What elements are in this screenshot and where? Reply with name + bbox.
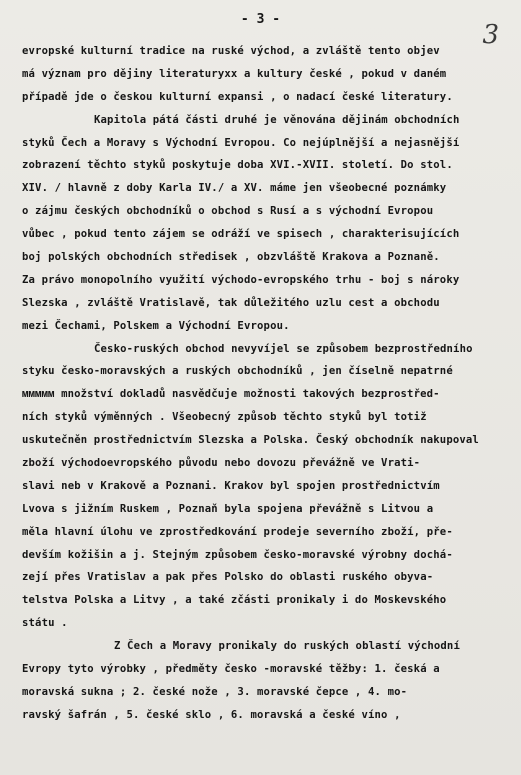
text-line: případě jde o českou kulturní expansi , o nadací české literatury. [22, 90, 453, 103]
text-line: telstva Polska a Litvy , a také zčásti pronikaly i do Moskevského [22, 594, 447, 607]
text-line: měla hlavní úlohu ve zprostředkování prodeje severního zboží, pře- [22, 525, 453, 538]
page-number: - 3 - [240, 12, 281, 27]
text-line: zejí přes Vratislav a pak přes Polsko do oblasti ruského obyva- [22, 571, 434, 584]
text-line: Kapitola pátá části druhé je věnována dějinám obchodních [94, 113, 460, 126]
text-line: o zájmu českých obchodníků o obchod s Rusí a s východní Evropou [22, 205, 434, 218]
text-line: styku česko-moravských a ruských obchodníků , jen číselně nepatrné [22, 365, 453, 378]
text-line: Z Čech a Moravy pronikaly do ruských oblastí východní [114, 640, 460, 653]
handwritten-page-number: 3 [482, 20, 499, 50]
text-line: XIV. / hlavně z doby Karla IV./ a XV. máme jen všeobecné poznámky [22, 182, 447, 195]
text-line: ᴍᴍᴍᴍᴍ množství dokladů nasvědčuje možnosti takových bezprostřed- [22, 388, 440, 401]
text-line: má význam pro dějiny literaturyxx a kultury české , pokud v daném [22, 67, 447, 80]
text-line: evropské kulturní tradice na ruské východ, a zvláště tento objev [22, 45, 440, 57]
text-line: zobrazení těchto styků poskytuje doba XVI.-XVII. století. Do stol. [22, 159, 453, 172]
text-line: Za právo monopolního využití východo-evropského trhu - boj s nároky [22, 273, 460, 286]
text-line: zboží východoevropského původu nebo dovozu převážně ve Vrati- [22, 457, 421, 470]
text-line: vůbec , pokud tento zájem se odráží ve spisech , charakterisujících [22, 228, 460, 241]
text-line: uskutečněn prostřednictvím Slezska a Polska. Český obchodník nakupoval [22, 434, 479, 447]
text-line: devším kožišin a j. Stejným způsobem česko-moravské výrobny dochá- [22, 548, 453, 561]
text-line: mezi Čechami, Polskem a Východní Evropou. [22, 319, 290, 332]
text-line: Slezska , zvláště Vratislavě, tak důležitého uzlu cest a obchodu [22, 296, 440, 309]
text-line: ravský šafrán , 5. české sklo , 6. moravská a české víno , [22, 708, 401, 721]
text-line: slavi neb v Krakově a Poznani. Krakov byl spojen prostřednictvím [22, 479, 440, 492]
body-text [22, 40, 504, 727]
text-line: boj polských obchodních středisek , obzvláště Krakova a Poznaně. [22, 251, 440, 264]
text-line: ních styků výměnných . Všeobecný způsob těchto styků byl totiž [22, 411, 427, 424]
text-line: Česko-ruských obchod nevyvíjel se způsobem bezprostředního [94, 342, 473, 355]
text-line: státu . [22, 617, 68, 630]
text-line: Evropy tyto výrobky , předměty česko -moravské těžby: 1. česká a [22, 663, 440, 676]
text-line: styků Čech a Moravy s Východní Evropou. Co nejúplnější a nejasnější [22, 136, 460, 149]
text-line: moravská sukna ; 2. české nože , 3. moravské čepce , 4. mo- [22, 685, 408, 698]
text-line: Lvova s jižním Ruskem , Poznaň byla spojena převážně s Litvou a [22, 502, 434, 515]
